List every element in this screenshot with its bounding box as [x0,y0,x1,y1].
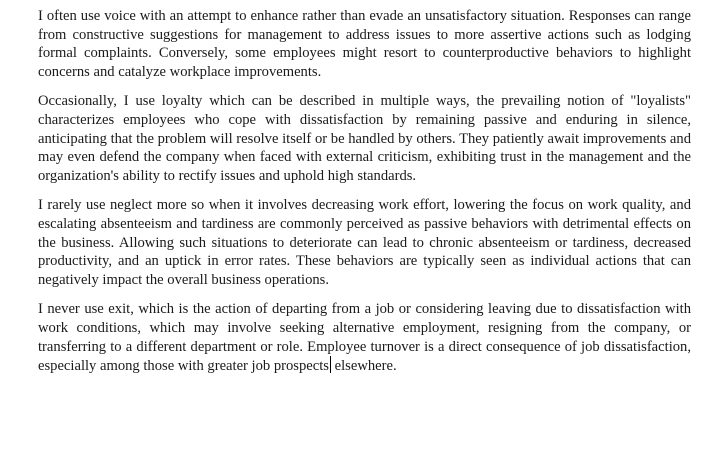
document-body[interactable] [38,7,691,387]
paragraph-exit-text: I never use exit, which is the action of departing from a job or considering leaving due to dissatisfaction with work conditions, which may involve seeking alternative employment, resigning from the company, or transferring to a different department or role. Employee turnover is a direct consequence of job dissatisfaction, especially among those with greater job prospects [38,301,691,375]
paragraph-exit-tail: elsewhere. [330,358,397,375]
paragraph-exit [38,300,691,375]
paragraph-neglect: I rarely use neglect more so when it involves decreasing work effort, lowering the focus on work quality, and escalating absenteeism and tardiness are commonly perceived as passive behaviors with detrimental effects on the business. Allowing such situations to deteriorate can lead to chronic absenteeism or tardiness, decreased productivity, and an uptick in error rates. These behaviors are typically seen as individual actions that can negatively impact the overall business operations. [38,197,691,288]
paragraph-loyalty: Occasionally, I use loyalty which can be described in multiple ways, the prevailing notion of "loyalists" characterizes employees who cope with dissatisfaction by remaining passive and enduring in silence, anticipating that the problem will resolve itself or be handled by others. They patiently await improvements and may even defend the company when faced with external criticism, exhibiting trust in the management and the organization's ability to rectify issues and uphold high standards. [38,93,691,184]
paragraph-voice: I often use voice with an attempt to enhance rather than evade an unsatisfactory situation. Responses can range from constructive suggestions for management to address issues to more assertive actions such as lodging formal complaints. Conversely, some employees might resort to counterproductive behaviors to highlight concerns and catalyze workplace improvements. [38,8,691,80]
